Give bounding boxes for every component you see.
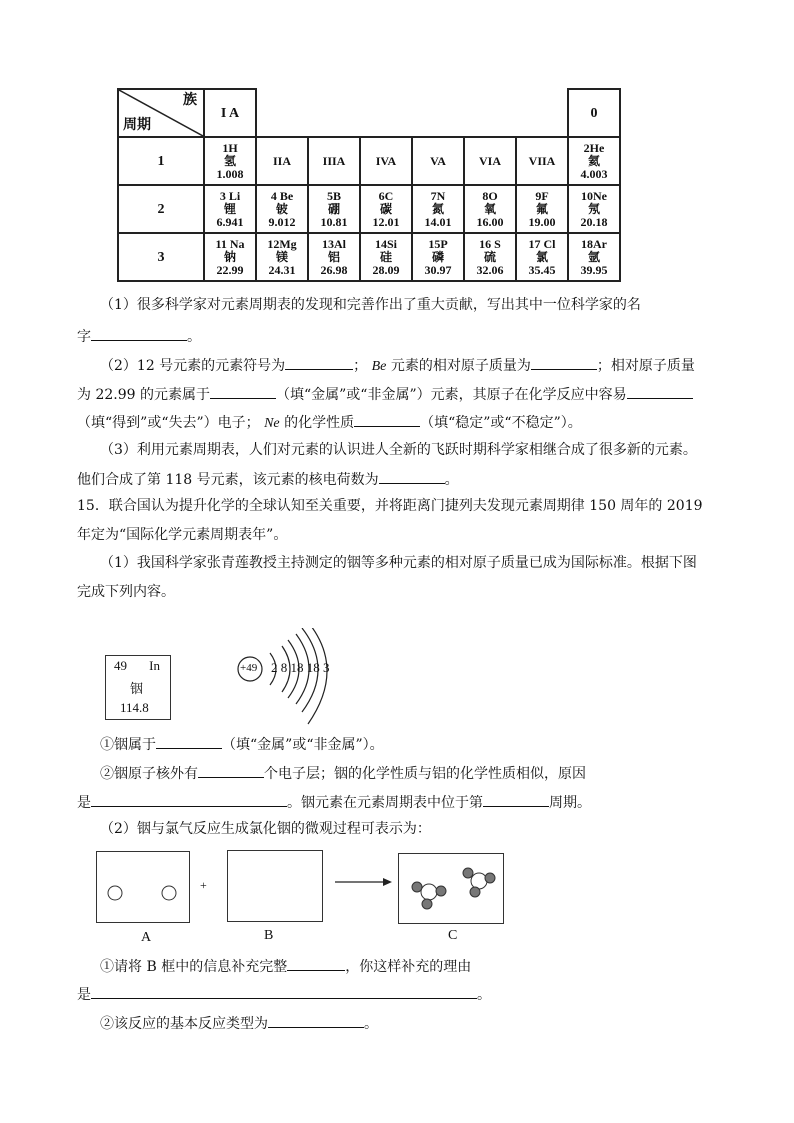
nucleus-charge: +49: [240, 662, 258, 674]
period-label: 3: [118, 233, 204, 281]
periodic-table: [117, 88, 621, 282]
answer-blank[interactable]: [198, 763, 264, 778]
group-label: IIIA: [308, 137, 360, 185]
element-cell: 1H 氢 1.008: [204, 137, 256, 185]
element-cell: 10Ne 氖 20.18: [568, 185, 620, 233]
group-heading: 族: [183, 93, 197, 108]
period-heading: 周期: [123, 118, 151, 133]
document-page: 族 周期 I A 0 1 1H 氢 1.008 IIA IIIA IVA VA VIA VIIA 2He 氦 4.003 2 3 Li 锂 6.941 4 Be 铍 9.012 5B 硼 10.81 6C 碳 12.01 7N 氮 14.01 8O 氧 16.00 9F 氟 19.00 10Ne 氖 20.18 3 11 Na 钠 22.99 12Mg 镁 24.31 13Al 铝 26.98 14Si 硅 28.09 15P 磷 30.97 16 S 硫 32.06 17 Cl 氯 35.45 18Ar 氩 39.95 （1）很多科学家对元素周期表的发现和完善作出了重大贡献，写出其中一位科学家的名 字 。 （2）12 号元素的元素符号为 ； Be 元素的相对原子质量为 ；相对原子质量 为 22.99 的元素属于 （填“金属”或“非金属”）元素，其原子在化学反应中容易 （填“得到”或“失去”）电子； Ne 的化学性质 （填“稳定”或“不稳定”）。 （3）利用元素周期表，人们对元素的认识进人全新的飞跃时期科学家相继合成了很多新的元素。 他们合成了第 118 号元素，该元素的核电荷数为 。 15．联合国认为提升化学的全球认知至关重要，并将距离门捷列夫发现元素周期律 150 周年的 2019 年定为“国际化学元素周期表年”。 （1）我国科学家张青莲教授主持测定的铟等多种元素的相对原子质量已成为国际标准。根据下图 完成下列内容。 49 In 铟 114.8 +49 2 8 18 18 3 ①铟属于 （填“金属”或“非金属”）。 ②铟原子核外有 个电子层；铟的化学性质与铝的化学性质相似，原因 是 。铟元素在元素周期表中位于第 周期。 （2）铟与氯气反应生成氯化铟的微观过程可表示为： + A B C ①请将 B 框中的信息补充完整 ，你这样补充的理由 是 。 ②该反应的基本反应类型为 。: [0, 0, 794, 1123]
answer-blank[interactable]: [627, 384, 693, 399]
element-cell: 4 Be 铍 9.012: [256, 185, 308, 233]
q15-title: 15．联合国认为提升化学的全球认知至关重要，并将距离门捷列夫发现元素周期律 150 周年的 2019: [77, 498, 703, 514]
answer-blank[interactable]: [268, 1013, 364, 1028]
corner-cell: [118, 89, 204, 137]
q15-part2: （2）铟与氯气反应生成氯化铟的微观过程可表示为：: [100, 821, 431, 837]
group-label: VIIA: [516, 137, 568, 185]
answer-blank[interactable]: [285, 355, 353, 370]
plus-sign: +: [200, 878, 207, 892]
group-label: IIA: [256, 137, 308, 185]
label-c: C: [448, 928, 458, 943]
atomic-structure-diagram: [230, 628, 340, 738]
period-label: 2: [118, 185, 204, 233]
element-cell: 9F 氟 19.00: [516, 185, 568, 233]
box-a: [96, 851, 190, 923]
q14-part1: （1）很多科学家对元素周期表的发现和完善作出了重大贡献，写出其中一位科学家的名: [100, 297, 641, 313]
answer-blank[interactable]: [210, 384, 276, 399]
element-cell: 5B 硼 10.81: [308, 185, 360, 233]
element-cell: 13Al 铝 26.98: [308, 233, 360, 281]
group-label: VA: [412, 137, 464, 185]
group-ia: I A: [204, 89, 256, 137]
period-label: 1: [118, 137, 204, 185]
element-cell: 18Ar 氩 39.95: [568, 233, 620, 281]
q14-part2: （2）12 号元素的元素符号为 ； Be 元素的相对原子质量为 ；相对原子质量: [100, 355, 695, 376]
answer-blank[interactable]: [91, 984, 477, 999]
answer-blank[interactable]: [91, 792, 287, 807]
answer-blank[interactable]: [156, 734, 222, 749]
answer-blank[interactable]: [354, 412, 420, 427]
answer-blank[interactable]: [483, 792, 549, 807]
element-cell: 11 Na 钠 22.99: [204, 233, 256, 281]
box-c: [398, 853, 504, 924]
group-label: IVA: [360, 137, 412, 185]
element-cell: 14Si 硅 28.09: [360, 233, 412, 281]
element-cell: 15P 磷 30.97: [412, 233, 464, 281]
arrow-icon: [335, 876, 393, 888]
answer-blank[interactable]: [91, 326, 187, 341]
element-cell: 7N 氮 14.01: [412, 185, 464, 233]
answer-blank[interactable]: [379, 469, 445, 484]
q15-part1: （1）我国科学家张青莲教授主持测定的铟等多种元素的相对原子质量已成为国际标准。根据下图: [100, 555, 697, 571]
answer-blank[interactable]: [287, 956, 345, 971]
electron-shells: 2 8 18 18 3: [271, 660, 330, 675]
group-label: VIA: [464, 137, 516, 185]
q14-part3: （3）利用元素周期表，人们对元素的认识进人全新的飞跃时期科学家相继合成了很多新的元素。: [100, 442, 697, 458]
label-a: A: [141, 930, 152, 945]
group-zero: 0: [568, 89, 620, 137]
element-cell: 8O 氧 16.00: [464, 185, 516, 233]
element-cell: 12Mg 镁 24.31: [256, 233, 308, 281]
element-cell: 2He 氦 4.003: [568, 137, 620, 185]
element-cell: 3 Li 锂 6.941: [204, 185, 256, 233]
answer-blank[interactable]: [531, 355, 597, 370]
label-b: B: [264, 928, 274, 943]
element-cell: 16 S 硫 32.06: [464, 233, 516, 281]
element-cell: 17 Cl 氯 35.45: [516, 233, 568, 281]
box-b: [227, 850, 323, 922]
element-cell: 6C 碳 12.01: [360, 185, 412, 233]
indium-element-card: 49 In 铟 114.8: [105, 655, 171, 720]
